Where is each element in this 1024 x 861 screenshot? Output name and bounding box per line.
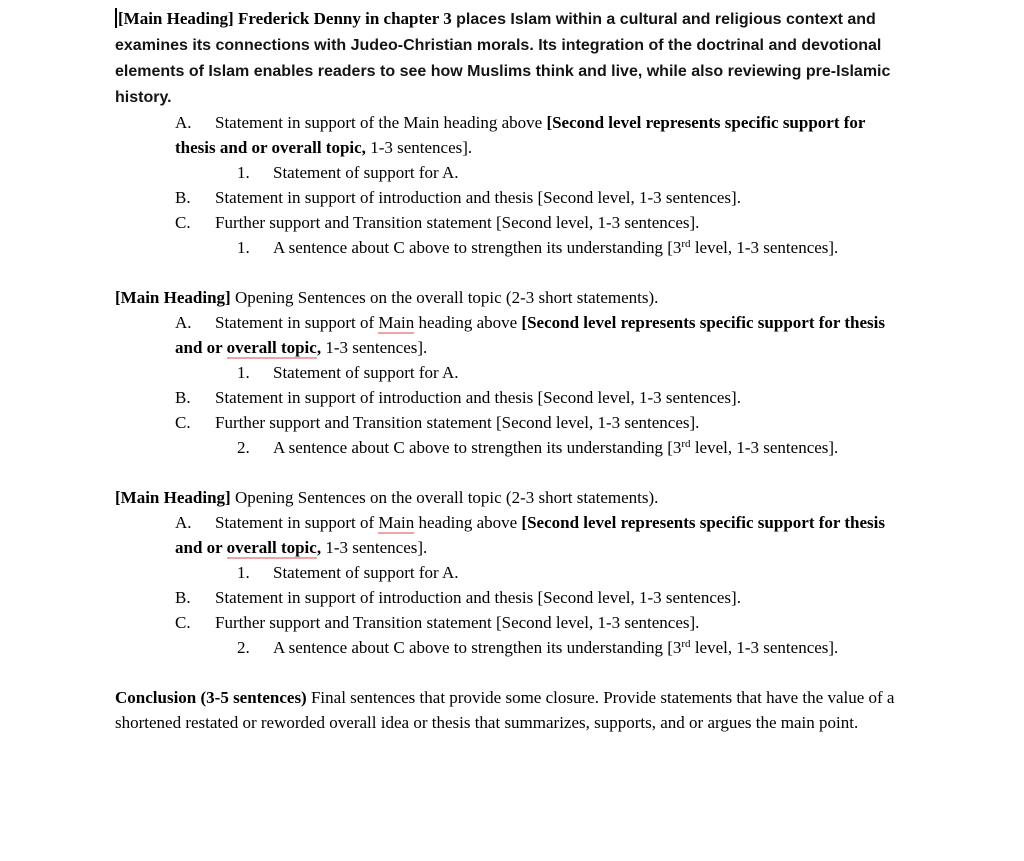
text-run: A sentence about C above to strengthen its understanding [3 — [273, 238, 682, 257]
text-run: heading above — [414, 313, 522, 332]
list-marker: C. — [175, 213, 191, 232]
text-run: Statement of support for A. — [273, 563, 459, 582]
text-run-bold-proofing-underline: overall topic — [226, 538, 317, 557]
text-run: Statement in support of introduction and thesis [Second level, 1-3 sentences]. — [215, 588, 741, 607]
outline1-item-A — [115, 110, 908, 160]
heading-label: [Main Heading] — [115, 488, 231, 507]
text-run: Statement in support of introduction and thesis [Second level, 1-3 sentences]. — [215, 188, 741, 207]
list-marker: A. — [175, 513, 192, 532]
text-cursor-icon — [115, 8, 117, 28]
list-marker: A. — [175, 113, 192, 132]
outline2-item-C-sub-2 — [115, 435, 908, 460]
text-run: heading above — [414, 513, 522, 532]
ordinal-superscript: rd — [681, 638, 691, 650]
text-run: A sentence about C above to strengthen its understanding [3 — [273, 438, 682, 457]
intro-paragraph — [115, 6, 908, 110]
heading-label: [Main Heading] — [115, 288, 231, 307]
list-marker: C. — [175, 413, 191, 432]
list-marker: B. — [175, 388, 191, 407]
outline2-item-C — [115, 410, 908, 435]
text-run: 1-3 sentences]. — [321, 338, 428, 357]
list-marker: 1. — [237, 163, 250, 182]
outline1-item-C-sub-1 — [115, 235, 908, 260]
list-marker: 2. — [237, 638, 250, 657]
text-run: Statement in support of — [215, 513, 379, 532]
outline3-item-A — [115, 510, 908, 560]
list-marker: 1. — [237, 563, 250, 582]
text-run-bold: [Second level represents specific support for thesis and or — [175, 313, 886, 357]
text-run-bold: , — [316, 538, 322, 557]
list-marker: 2. — [237, 438, 250, 457]
text-run: Statement of support for A. — [273, 363, 459, 382]
text-run: Further support and Transition statement [Second level, 1-3 sentences]. — [215, 613, 700, 632]
outline2-item-A-sub-1 — [115, 360, 908, 385]
heading-text: Opening Sentences on the overall topic (2-3 short statements). — [230, 288, 659, 307]
intro-body-run: places Islam within a cultural and religious context and examines its connections with Judeo-Christian morals. Its integration of the doctrinal and devotional elements of Islam enables readers to see how Muslims think and live, while also reviewing pre-Islamic history. — [115, 11, 891, 106]
text-run: level, 1-3 sentences]. — [690, 638, 839, 657]
list-marker: C. — [175, 613, 191, 632]
text-run-proofing-underline: Main — [378, 513, 415, 532]
section3-heading — [115, 485, 908, 510]
list-marker: B. — [175, 188, 191, 207]
text-run: 1-3 sentences]. — [365, 138, 473, 157]
text-run: Further support and Transition statement [Second level, 1-3 sentences]. — [215, 413, 700, 432]
text-run: Statement of support for A. — [273, 163, 459, 182]
list-marker: 1. — [237, 238, 250, 257]
text-run-bold: [Second level represents specific support for thesis and or — [175, 513, 886, 557]
text-run: Further support and Transition statement [Second level, 1-3 sentences]. — [215, 213, 700, 232]
outline2-item-A — [115, 310, 908, 360]
outline1-item-A-sub-1 — [115, 160, 908, 185]
list-marker: 1. — [237, 363, 250, 382]
conclusion-text: Final sentences that provide some closure. Provide statements that have the value of a shortened restated or reworded overall idea or thesis that summarizes, supports, and or argues the main point. — [115, 688, 895, 732]
text-run-bold: [Second level represents specific support for thesis and or overall topic, — [175, 113, 866, 157]
conclusion-label: Conclusion (3-5 sentences) — [115, 688, 307, 707]
text-run: 1-3 sentences]. — [321, 538, 428, 557]
outline1-item-B — [115, 185, 908, 210]
outline1-item-C — [115, 210, 908, 235]
outline2-item-B — [115, 385, 908, 410]
ordinal-superscript: rd — [681, 438, 691, 450]
outline3-item-C-sub-2 — [115, 635, 908, 660]
outline3-item-A-sub-1 — [115, 560, 908, 585]
list-marker: B. — [175, 588, 191, 607]
section2-heading — [115, 285, 908, 310]
text-run-bold-proofing-underline: overall topic — [226, 338, 317, 357]
text-run: level, 1-3 sentences]. — [690, 438, 839, 457]
outline3-item-C — [115, 610, 908, 635]
outline3-item-B — [115, 585, 908, 610]
text-run-proofing-underline: Main — [378, 313, 415, 332]
text-run: Statement in support of the Main heading above — [215, 113, 547, 132]
text-run: Statement in support of introduction and thesis [Second level, 1-3 sentences]. — [215, 388, 741, 407]
text-run-bold: , — [316, 338, 322, 357]
conclusion-paragraph — [115, 685, 908, 735]
heading-text: Opening Sentences on the overall topic (2-3 short statements). — [230, 488, 659, 507]
intro-main-heading-run: [Main Heading] Frederick Denny in chapter 3 — [118, 9, 452, 28]
ordinal-superscript: rd — [681, 238, 691, 250]
text-run: level, 1-3 sentences]. — [690, 238, 839, 257]
text-run: A sentence about C above to strengthen its understanding [3 — [273, 638, 682, 657]
text-run: Statement in support of — [215, 313, 379, 332]
list-marker: A. — [175, 313, 192, 332]
